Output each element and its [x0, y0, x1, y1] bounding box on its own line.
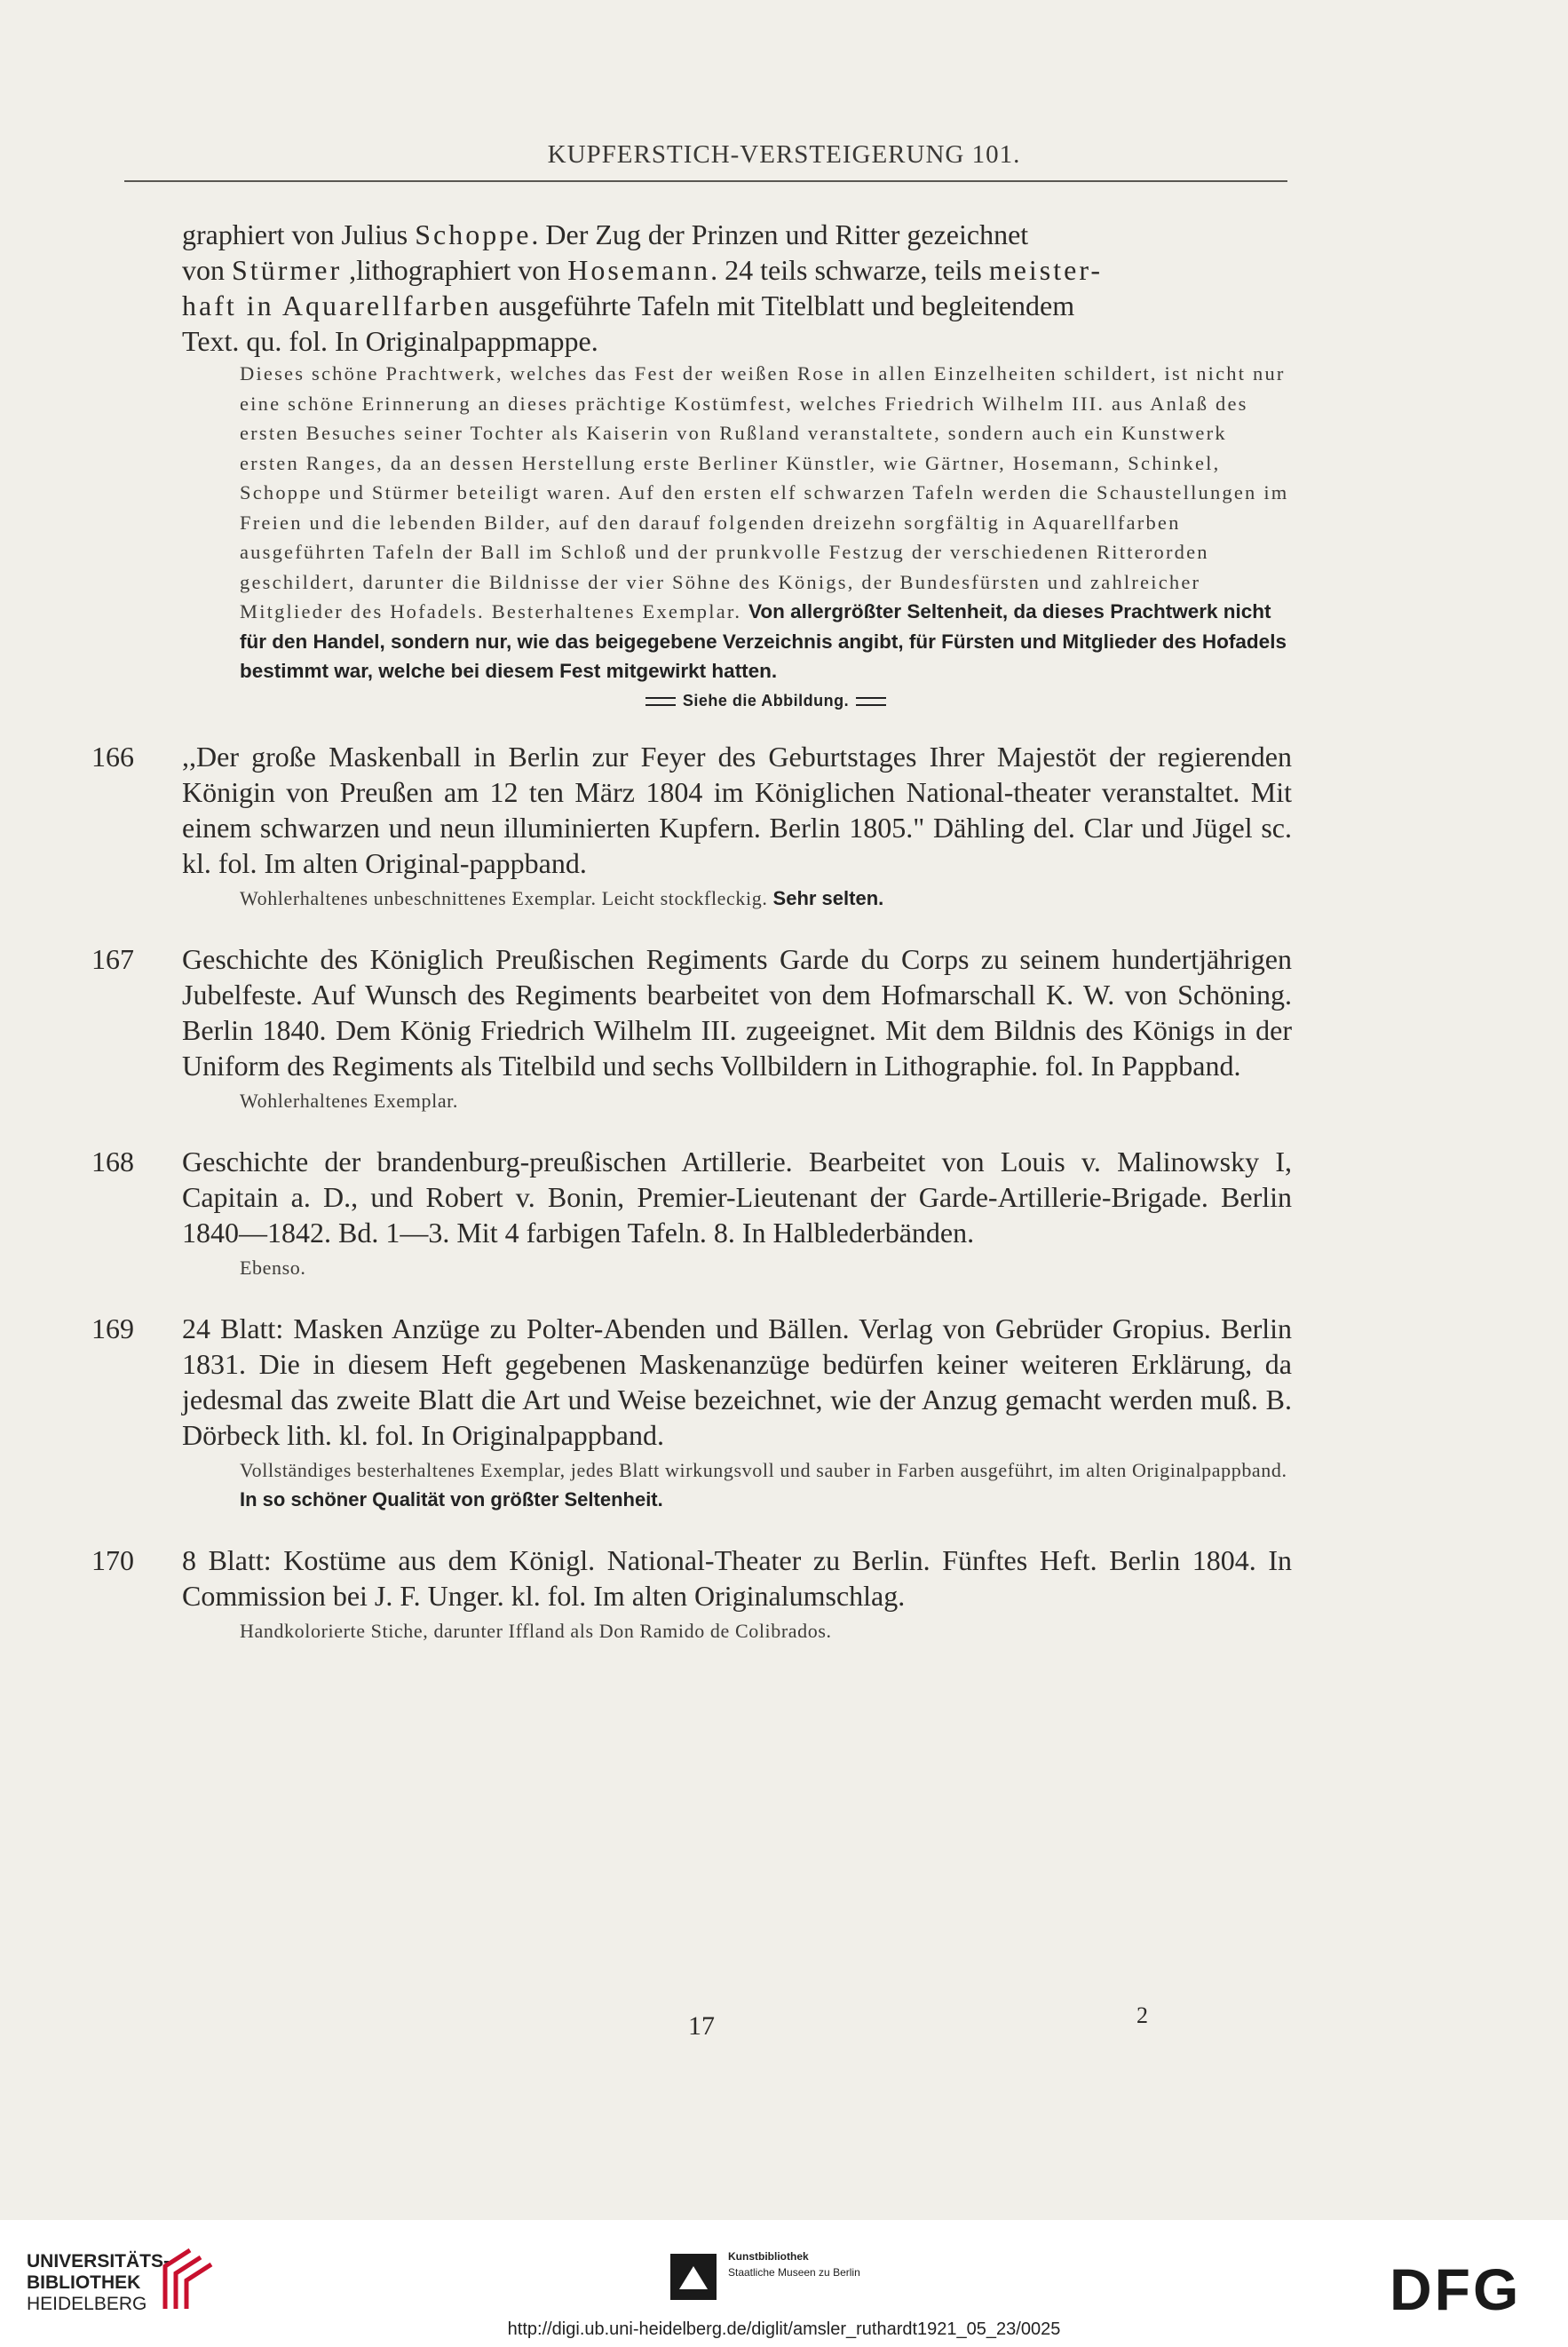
- entry-note: Wohlerhaltenes unbeschnittenes Exemplar. Leicht stockfleckig. Sehr selten.: [240, 886, 884, 909]
- intro-note-text: Dieses schöne Prachtwerk, welches das Fest der weißen Rose in allen Einzelheiten schildert, ist nicht nur eine schöne Erinnerung an dieses prächtige Kostümfest, welches Friedrich Wilhelm III. aus Anlaß des ersten Besuches seiner Tochter als Kaiserin von Rußland veranstaltete, sondern auch ein Kunstwerk ersten Ranges, da an dessen Herstellung erste Berliner Künstler, wie Gärtner, Hosemann, Schinkel, Schoppe und Stürmer beteiligt waren. Auf den ersten elf schwarzen Tafeln werden die Schaustellungen im Freien und die lebenden Bilder, auf den darauf folgenden dreizehn sorgfältig in Aquarellfarben ausgeführten Tafeln der Ball im Schloß und der prunkvolle Festzug der verschiedenen Ritterorden geschildert, darunter die Bildnisse der vier Söhne des Königs, der Bundesfürsten und zahlreicher Mitglieder des Hofadels. Besterhaltenes Exemplar.: [240, 362, 1289, 622]
- intro-line-1: graphiert von Julius Schoppe. Der Zug der Prinzen und Ritter gezeichnet: [182, 218, 1029, 250]
- ub-line-2: BIBLIOTHEK: [27, 2272, 141, 2293]
- catalogue-entry-166: [91, 739, 1292, 913]
- intro-line-2: von Stürmer ,lithographiert von Hosemann. 24 teils schwarze, teils meister-: [182, 254, 1104, 286]
- page-number: 17: [688, 2011, 715, 2041]
- ub-line-1: UNIVERSITÄTS-: [27, 2251, 170, 2272]
- entry-number: 170: [91, 1543, 134, 1576]
- ub-heidelberg-label[interactable]: [27, 2251, 170, 2315]
- entry-text: 8 Blatt: Kostüme aus dem Königl. National-Theater zu Berlin. Fünftes Heft. Berlin 1804. In Commission bei J. F. Unger. kl. fol. Im alten Originalumschlag.: [182, 1543, 1292, 1612]
- entry-note: Handkolorierte Stiche, darunter Iffland als Don Ramido de Colibrados.: [240, 1619, 832, 1642]
- entry-number: 168: [91, 1145, 134, 1177]
- signature-mark: 2: [1136, 2002, 1148, 2028]
- dfg-logo: DFG: [1390, 2256, 1522, 2322]
- running-head: KUPFERSTICH-VERSTEIGERUNG 101.: [547, 140, 1021, 169]
- entry-note-bold: In so schöner Qualität von größter Seltenheit.: [240, 1487, 663, 1510]
- catalogue-entry-169: [91, 1311, 1292, 1514]
- catalogue-entry-167: [91, 941, 1292, 1115]
- entry-note: Wohlerhaltenes Exemplar.: [240, 1089, 458, 1112]
- catalogue-entry-170: [91, 1542, 1292, 1645]
- intro-line-4: Text. qu. fol. In Originalpappmappe.: [182, 325, 598, 357]
- kunstbibliothek-logo-icon: [670, 2254, 717, 2300]
- double-rule-right: [856, 697, 886, 706]
- intro-note: [240, 359, 1292, 686]
- entry-note-bold: Sehr selten.: [772, 886, 884, 909]
- permalink-url[interactable]: http://digi.ub.uni-heidelberg.de/diglit/amsler_ruthardt1921_05_23/0025: [507, 2319, 1061, 2339]
- intro-line-3: haft in Aquarellfarben ausgeführte Tafeln mit Titelblatt und begleitendem: [182, 289, 1075, 321]
- see-picture-reference: Siehe die Abbildung.: [240, 692, 1292, 710]
- ub-line-3: HEIDELBERG: [27, 2294, 147, 2314]
- intro-description: [182, 217, 1292, 359]
- entry-number: 167: [91, 942, 134, 975]
- entry-text: 24 Blatt: Masken Anzüge zu Polter-Abenden und Bällen. Verlag von Gebrüder Gropius. Berlin 1831. Die in diesem Heft gegebenen Maskenanzüge bedürfen keiner weiteren Erklärung, da jedesmal das zweite Blatt die Art und Weise bezeichnet, wie der Anzug gemacht werden muß. B. Dörbeck lith. kl. fol. In Originalpappband.: [182, 1312, 1292, 1451]
- entry-text: Geschichte der brandenburg-preußischen Artillerie. Bearbeitet von Louis v. Malinowsky I, Capitain a. D., und Robert v. Bonin, Premier-Lieutenant der Garde-Artillerie-Brigade. Berlin 1840—1842. Bd. 1—3. Mit 4 farbigen Tafeln. 8. In Halblederbänden.: [182, 1145, 1292, 1249]
- ub-heidelberg-logo-icon: [158, 2247, 220, 2314]
- entry-note: Vollständiges besterhaltenes Exemplar, jedes Blatt wirkungsvoll und sauber in Farben ausgeführt, im alten Originalpappband. In so schöner Qualität von größter Seltenheit.: [240, 1458, 1287, 1510]
- catalogue-entry-168: [91, 1144, 1292, 1282]
- intro-note-bold: Von allergrößter Seltenheit, da dieses Prachtwerk nicht für den Handel, sondern nur, wie das beigegebene Verzeichnis angibt, für Fürsten und Mitglieder des Hofadels bestimmt war, welche bei diesem Fest mitgewirkt hatten.: [240, 600, 1287, 682]
- entry-number: 166: [91, 740, 134, 773]
- kunstbibliothek-label: Kunstbibliothek Staatliche Museen zu Berlin: [728, 2250, 860, 2279]
- double-rule-left: [645, 697, 676, 706]
- digitization-footer: [0, 2220, 1568, 2347]
- entry-note: Ebenso.: [240, 1256, 306, 1279]
- header-rule: [124, 180, 1287, 182]
- entry-number: 169: [91, 1312, 134, 1344]
- catalogue-body: [91, 217, 1292, 1645]
- entry-text: ,,Der große Maskenball in Berlin zur Feyer des Geburtstages Ihrer Majestöt der regierenden Königin von Preußen am 12 ten März 1804 im Königlichen National-theater veranstaltet. Mit einem schwarzen und neun illuminierten Kupfern. Berlin 1805." Dähling del. Clar und Jügel sc. kl. fol. Im alten Original-pappband.: [182, 740, 1292, 879]
- entry-text: Geschichte des Königlich Preußischen Regiments Garde du Corps zu seinem hundertjährigen Jubelfeste. Auf Wunsch des Regiments bearbeitet von dem Hofmarschall K. W. von Schöning. Berlin 1840. Dem König Friedrich Wilhelm III. zugeeignet. Mit dem Bildnis des Königs in der Uniform des Regiments als Titelbild und sechs Vollbildern in Lithographie. fol. In Pappband.: [182, 942, 1292, 1082]
